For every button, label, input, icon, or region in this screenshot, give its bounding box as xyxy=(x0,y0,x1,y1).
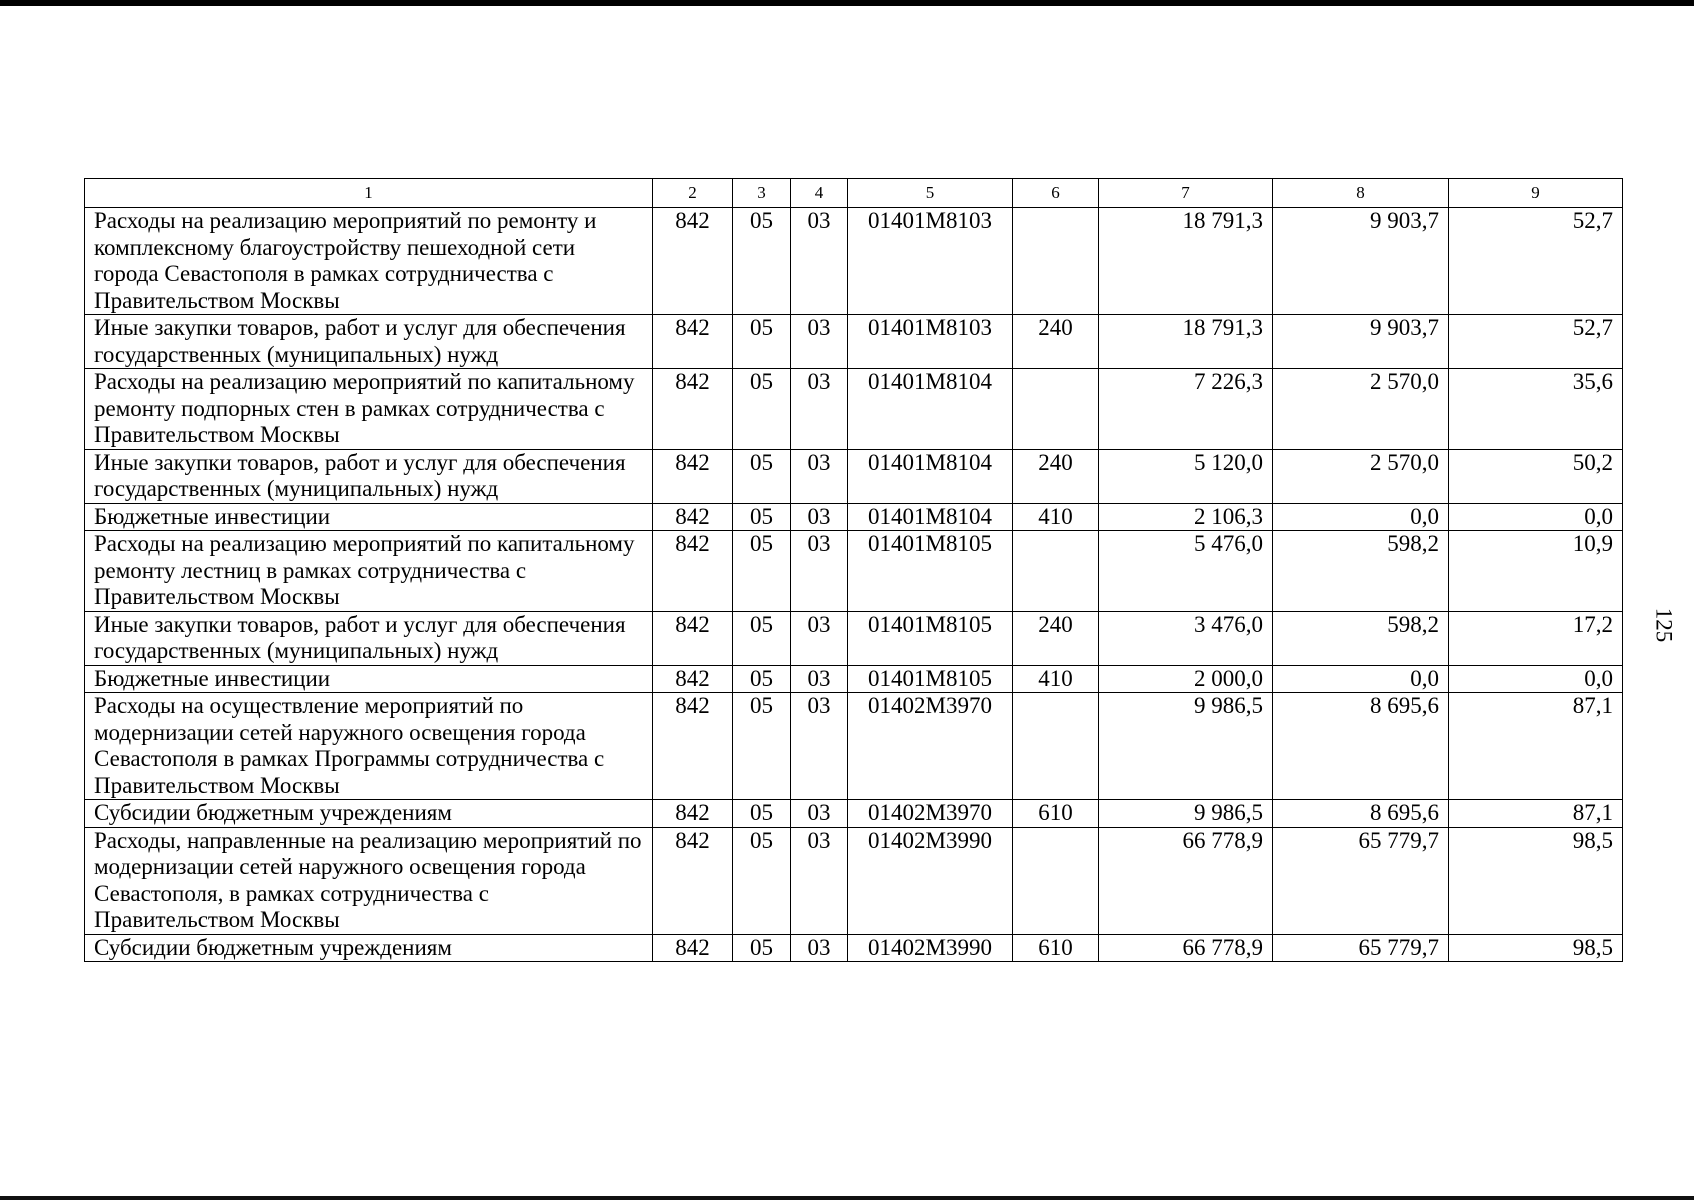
row-col-5: 01401M8105 xyxy=(848,531,1013,612)
row-col-5: 01401M8103 xyxy=(848,315,1013,369)
row-col-9: 87,1 xyxy=(1449,693,1623,800)
row-col-9: 35,6 xyxy=(1449,369,1623,450)
row-description: Расходы на реализацию мероприятий по капитальному ремонту подпорных стен в рамках сотрудничества с Правительством Москвы xyxy=(85,369,653,450)
row-col-3: 05 xyxy=(733,449,791,503)
row-col-4: 03 xyxy=(791,827,848,934)
header-col-9: 9 xyxy=(1449,179,1623,208)
row-col-3: 05 xyxy=(733,665,791,693)
row-col-7: 2 000,0 xyxy=(1099,665,1273,693)
row-col-2: 842 xyxy=(653,827,733,934)
row-col-2: 842 xyxy=(653,800,733,828)
row-col-9: 52,7 xyxy=(1449,208,1623,315)
row-col-2: 842 xyxy=(653,934,733,962)
row-col-3: 05 xyxy=(733,693,791,800)
row-col-2: 842 xyxy=(653,531,733,612)
table-row xyxy=(85,531,1623,612)
row-col-5: 01401M8104 xyxy=(848,503,1013,531)
row-col-3: 05 xyxy=(733,315,791,369)
page-number: 125 xyxy=(1651,607,1677,643)
row-col-4: 03 xyxy=(791,369,848,450)
row-col-3: 05 xyxy=(733,934,791,962)
row-col-2: 842 xyxy=(653,208,733,315)
row-col-9: 0,0 xyxy=(1449,665,1623,693)
row-description: Расходы на осуществление мероприятий по модернизации сетей наружного освещения города Севастополя в рамках Программы сотрудничества с Правительством Москвы xyxy=(85,693,653,800)
row-description: Расходы на реализацию мероприятий по ремонту и комплексному благоустройству пешеходной сети города Севастополя в рамках сотрудничества с Правительством Москвы xyxy=(85,208,653,315)
row-col-6 xyxy=(1013,827,1099,934)
row-col-7: 66 778,9 xyxy=(1099,934,1273,962)
scan-top-edge xyxy=(0,0,1694,6)
row-col-7: 5 476,0 xyxy=(1099,531,1273,612)
row-col-8: 598,2 xyxy=(1273,611,1449,665)
budget-table-container xyxy=(84,178,1622,962)
table-row xyxy=(85,503,1623,531)
row-col-6 xyxy=(1013,208,1099,315)
header-col-7: 7 xyxy=(1099,179,1273,208)
row-col-3: 05 xyxy=(733,827,791,934)
row-col-8: 9 903,7 xyxy=(1273,315,1449,369)
scan-bottom-edge xyxy=(0,1196,1694,1200)
row-col-8: 65 779,7 xyxy=(1273,934,1449,962)
row-col-4: 03 xyxy=(791,315,848,369)
row-description: Иные закупки товаров, работ и услуг для обеспечения государственных (муниципальных) нужд xyxy=(85,611,653,665)
row-col-9: 17,2 xyxy=(1449,611,1623,665)
row-col-7: 9 986,5 xyxy=(1099,693,1273,800)
row-col-8: 2 570,0 xyxy=(1273,369,1449,450)
row-description: Бюджетные инвестиции xyxy=(85,665,653,693)
row-col-9: 98,5 xyxy=(1449,934,1623,962)
row-col-7: 18 791,3 xyxy=(1099,208,1273,315)
row-col-3: 05 xyxy=(733,611,791,665)
row-col-4: 03 xyxy=(791,503,848,531)
row-description: Субсидии бюджетным учреждениям xyxy=(85,800,653,828)
row-col-6: 240 xyxy=(1013,611,1099,665)
row-description: Бюджетные инвестиции xyxy=(85,503,653,531)
row-col-4: 03 xyxy=(791,449,848,503)
row-col-7: 7 226,3 xyxy=(1099,369,1273,450)
table-row xyxy=(85,693,1623,800)
row-col-9: 50,2 xyxy=(1449,449,1623,503)
row-col-7: 18 791,3 xyxy=(1099,315,1273,369)
row-col-7: 2 106,3 xyxy=(1099,503,1273,531)
row-col-9: 0,0 xyxy=(1449,503,1623,531)
row-col-6: 610 xyxy=(1013,800,1099,828)
row-col-9: 52,7 xyxy=(1449,315,1623,369)
header-col-8: 8 xyxy=(1273,179,1449,208)
row-col-2: 842 xyxy=(653,611,733,665)
row-col-4: 03 xyxy=(791,611,848,665)
table-row xyxy=(85,934,1623,962)
row-col-5: 01401M8105 xyxy=(848,611,1013,665)
row-col-5: 01401M8104 xyxy=(848,369,1013,450)
row-col-6: 610 xyxy=(1013,934,1099,962)
header-col-3: 3 xyxy=(733,179,791,208)
row-col-8: 598,2 xyxy=(1273,531,1449,612)
row-description: Расходы на реализацию мероприятий по капитальному ремонту лестниц в рамках сотрудничества с Правительством Москвы xyxy=(85,531,653,612)
header-col-5: 5 xyxy=(848,179,1013,208)
row-description: Субсидии бюджетным учреждениям xyxy=(85,934,653,962)
row-col-9: 10,9 xyxy=(1449,531,1623,612)
row-col-8: 65 779,7 xyxy=(1273,827,1449,934)
row-col-8: 8 695,6 xyxy=(1273,693,1449,800)
row-col-3: 05 xyxy=(733,208,791,315)
row-col-2: 842 xyxy=(653,693,733,800)
row-col-5: 01402M3970 xyxy=(848,800,1013,828)
table-row xyxy=(85,369,1623,450)
row-col-8: 9 903,7 xyxy=(1273,208,1449,315)
row-col-8: 8 695,6 xyxy=(1273,800,1449,828)
row-col-6: 240 xyxy=(1013,449,1099,503)
row-col-3: 05 xyxy=(733,531,791,612)
row-col-5: 01401M8105 xyxy=(848,665,1013,693)
row-col-7: 66 778,9 xyxy=(1099,827,1273,934)
budget-table xyxy=(84,178,1623,962)
table-row xyxy=(85,800,1623,828)
table-row xyxy=(85,315,1623,369)
row-col-5: 01402M3970 xyxy=(848,693,1013,800)
row-col-9: 87,1 xyxy=(1449,800,1623,828)
row-col-4: 03 xyxy=(791,693,848,800)
row-col-8: 0,0 xyxy=(1273,503,1449,531)
row-col-3: 05 xyxy=(733,369,791,450)
table-row xyxy=(85,611,1623,665)
row-col-3: 05 xyxy=(733,800,791,828)
row-col-3: 05 xyxy=(733,503,791,531)
row-col-5: 01401M8104 xyxy=(848,449,1013,503)
row-col-2: 842 xyxy=(653,665,733,693)
row-col-4: 03 xyxy=(791,665,848,693)
row-description: Иные закупки товаров, работ и услуг для обеспечения государственных (муниципальных) нужд xyxy=(85,315,653,369)
row-col-5: 01402M3990 xyxy=(848,827,1013,934)
row-col-5: 01402M3990 xyxy=(848,934,1013,962)
row-col-2: 842 xyxy=(653,503,733,531)
row-col-2: 842 xyxy=(653,315,733,369)
row-col-2: 842 xyxy=(653,369,733,450)
row-col-6 xyxy=(1013,531,1099,612)
row-col-6 xyxy=(1013,693,1099,800)
row-col-7: 9 986,5 xyxy=(1099,800,1273,828)
header-col-2: 2 xyxy=(653,179,733,208)
row-col-7: 5 120,0 xyxy=(1099,449,1273,503)
table-row xyxy=(85,665,1623,693)
header-row xyxy=(85,179,1623,208)
table-row xyxy=(85,208,1623,315)
row-col-4: 03 xyxy=(791,800,848,828)
row-col-6: 410 xyxy=(1013,665,1099,693)
row-col-6: 240 xyxy=(1013,315,1099,369)
table-row xyxy=(85,449,1623,503)
row-col-9: 98,5 xyxy=(1449,827,1623,934)
row-col-7: 3 476,0 xyxy=(1099,611,1273,665)
header-col-1: 1 xyxy=(85,179,653,208)
table-row xyxy=(85,827,1623,934)
row-col-5: 01401M8103 xyxy=(848,208,1013,315)
row-col-4: 03 xyxy=(791,934,848,962)
row-col-4: 03 xyxy=(791,531,848,612)
row-col-4: 03 xyxy=(791,208,848,315)
header-col-6: 6 xyxy=(1013,179,1099,208)
row-col-6 xyxy=(1013,369,1099,450)
row-description: Расходы, направленные на реализацию мероприятий по модернизации сетей наружного освещения города Севастополя, в рамках сотрудничества с Правительством Москвы xyxy=(85,827,653,934)
row-col-2: 842 xyxy=(653,449,733,503)
row-description: Иные закупки товаров, работ и услуг для обеспечения государственных (муниципальных) нужд xyxy=(85,449,653,503)
header-col-4: 4 xyxy=(791,179,848,208)
row-col-8: 2 570,0 xyxy=(1273,449,1449,503)
row-col-6: 410 xyxy=(1013,503,1099,531)
row-col-8: 0,0 xyxy=(1273,665,1449,693)
